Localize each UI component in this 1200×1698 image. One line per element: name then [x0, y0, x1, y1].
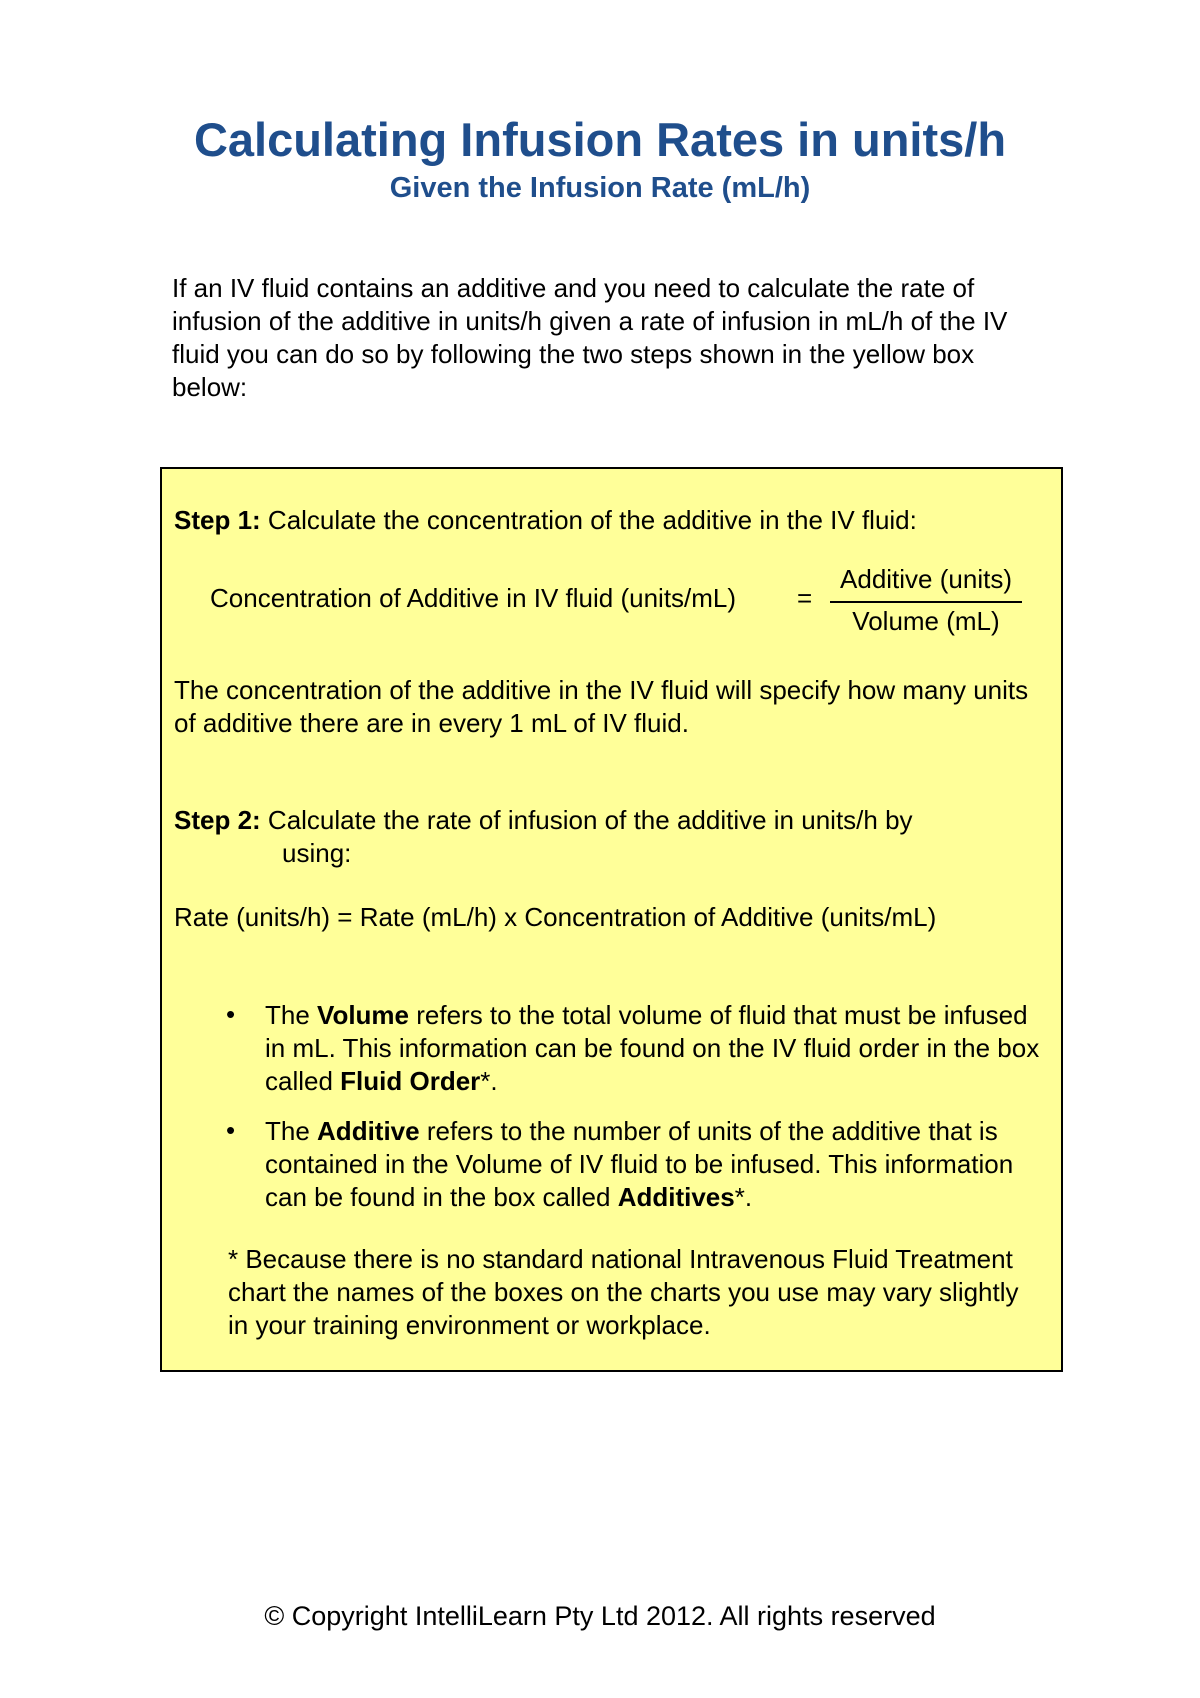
- step2-label: Step 2:: [174, 805, 261, 835]
- step2-heading: [174, 804, 1054, 837]
- bullet-bold-term: Volume: [317, 1000, 410, 1030]
- fraction-numerator: Additive (units): [840, 564, 1012, 594]
- bullet-text: The: [265, 1000, 318, 1030]
- bullet-text: The: [265, 1116, 318, 1146]
- bullet-icon: •: [226, 1115, 236, 1145]
- bullet-additive: [265, 1115, 1055, 1214]
- footnote: * Because there is no standard national Intravenous Fluid Treatment chart the names of the boxes on the charts you use may vary slightly in your training environment or workplace.: [228, 1244, 1019, 1340]
- intro-paragraph: If an IV fluid contains an additive and you need to calculate the rate of infusion of the additive in units/h given a rate of infusion in mL/h of the IV fluid you can do so by following the two steps shown in the yellow box below:: [172, 273, 1008, 402]
- instruction-box: [160, 467, 1063, 1372]
- concentration-formula-lhs: Concentration of Additive in IV fluid (units/mL): [210, 583, 737, 613]
- step2-text-continued: using:: [282, 838, 352, 868]
- bullet-text: refers to the total volume of fluid that must be infused in mL. This information can be found on the IV fluid order in the box called: [265, 1000, 1040, 1096]
- step1-heading: [174, 504, 1054, 537]
- bullet-bold-term: Additive: [317, 1116, 420, 1146]
- bullet-text: *.: [480, 1066, 498, 1096]
- page-title: Calculating Infusion Rates in units/h: [193, 113, 1007, 166]
- copyright-notice: © Copyright IntelliLearn Pty Ltd 2012. All rights reserved: [264, 1601, 936, 1631]
- bullet-bold-term: Fluid Order: [340, 1066, 481, 1096]
- fraction-bar: [830, 601, 1022, 603]
- bullet-text: *.: [734, 1182, 753, 1212]
- bullet-icon: •: [226, 999, 236, 1029]
- concentration-explanation: The concentration of the additive in the IV fluid will specify how many units of additive there are in every 1 mL of IV fluid.: [174, 675, 1029, 738]
- bullet-bold-term: Additives: [617, 1182, 735, 1212]
- rate-formula: Rate (units/h) = Rate (mL/h) x Concentration of Additive (units/mL): [174, 902, 937, 932]
- fraction-denominator: Volume (mL): [852, 606, 1000, 636]
- step2-text: Calculate the rate of infusion of the additive in units/h by: [260, 805, 913, 835]
- step1-label: Step 1:: [174, 505, 261, 535]
- bullet-volume: [265, 999, 1045, 1098]
- bullet-text: refers to the number of units of the additive that is contained in the Volume of IV fluid to be infused. This information can be found in the box called: [265, 1116, 1014, 1212]
- concentration-formula-equals: =: [797, 583, 813, 613]
- step1-text: Calculate the concentration of the additive in the IV fluid:: [260, 505, 917, 535]
- page-subtitle: Given the Infusion Rate (mL/h): [389, 172, 811, 204]
